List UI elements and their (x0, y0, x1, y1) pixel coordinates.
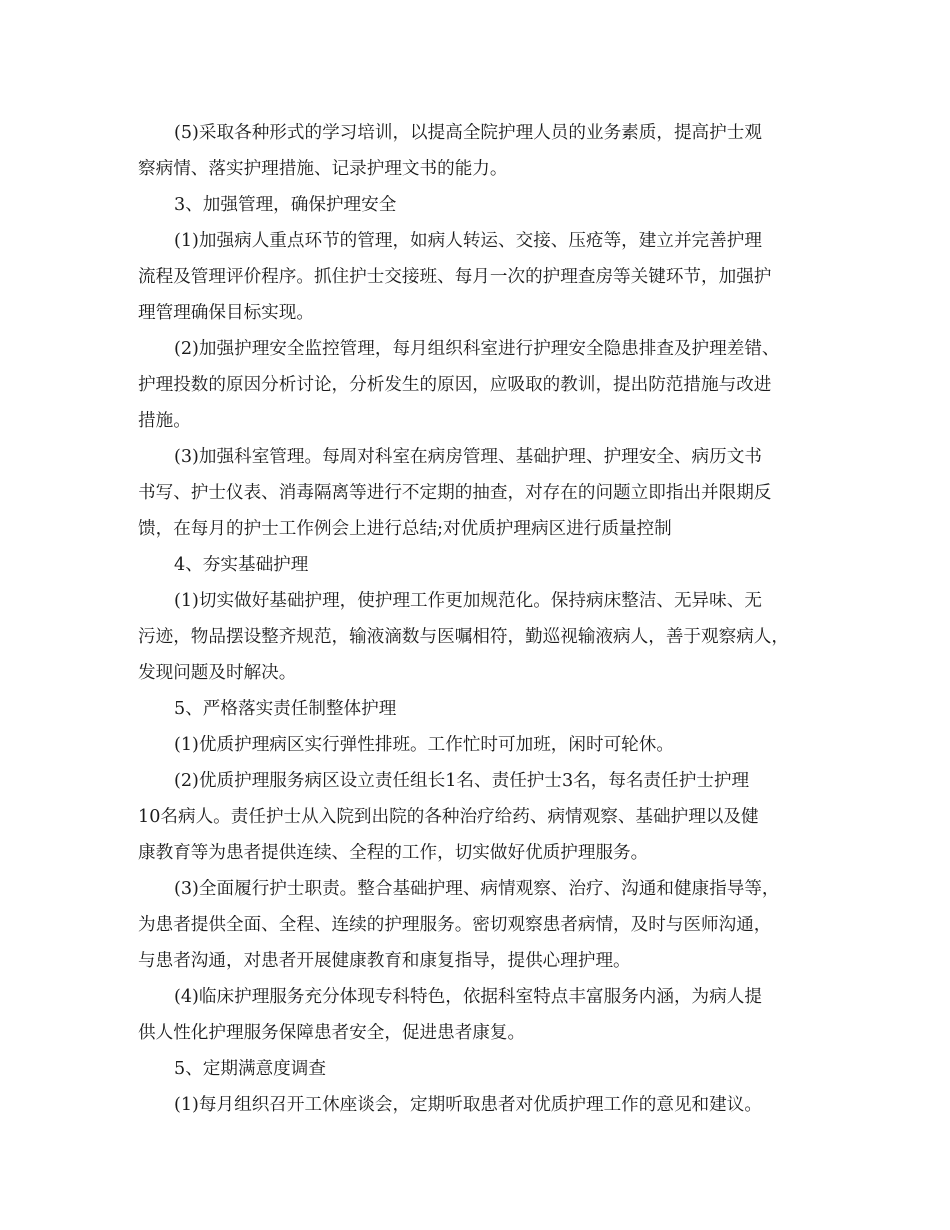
text-line: (3)加强科室管理。每周对科室在病房管理、基础护理、护理安全、病历文书 (174, 447, 762, 467)
text-line: 康教育等为患者提供连续、全程的工作，切实做好优质护理服务。 (138, 843, 649, 863)
text-line: 发现问题及时解决。 (138, 663, 297, 683)
text-line: (4)临床护理服务充分体现专科特色，依据科室特点丰富服务内涵，为病人提 (174, 987, 762, 1007)
text-line: 措施。 (138, 411, 191, 431)
text-line: (1)优质护理病区实行弹性排班。工作忙时可加班，闲时可轮休。 (174, 735, 674, 755)
paragraph (138, 547, 818, 583)
text-line: 察病情、落实护理措施、记录护理文书的能力。 (138, 159, 508, 179)
text-line: (5)采取各种形式的学习培训，以提高全院护理人员的业务素质，提高护士观 (174, 123, 762, 143)
text-line: 流程及管理评价程序。抓住护士交接班、每月一次的护理查房等关键环节，加强护 (138, 267, 772, 287)
paragraph (138, 691, 818, 727)
text-line: 10名病人。责任护士从入院到出院的各种治疗给药、病情观察、基础护理以及健 (138, 807, 759, 827)
text-line: 5、严格落实责任制整体护理 (174, 699, 397, 719)
text-line: 护理投数的原因分析讨论，分析发生的原因，应吸取的教训，提出防范措施与改进 (138, 375, 772, 395)
paragraph (138, 871, 818, 979)
paragraph (138, 1087, 818, 1123)
text-line: (1)切实做好基础护理，使护理工作更加规范化。保持病床整洁、无异味、无 (174, 591, 762, 611)
text-line: 馈，在每月的护士工作例会上进行总结;对优质护理病区进行质量控制 (138, 519, 672, 539)
document-body (138, 115, 818, 1123)
paragraph (138, 583, 818, 691)
paragraph (138, 331, 818, 439)
paragraph (138, 763, 818, 871)
paragraph (138, 979, 818, 1051)
text-line: 为患者提供全面、全程、连续的护理服务。密切观察患者病情，及时与医师沟通， (138, 915, 772, 935)
paragraph (138, 439, 818, 547)
paragraph (138, 187, 818, 223)
text-line: 3、加强管理，确保护理安全 (174, 195, 397, 215)
text-line: (3)全面履行护士职责。整合基础护理、病情观察、治疗、沟通和健康指导等， (174, 879, 780, 899)
text-line: (2)优质护理服务病区设立责任组长1名、责任护士3名，每名责任护士护理 (174, 771, 750, 791)
text-line: 与患者沟通，对患者开展健康教育和康复指导，提供心理护理。 (138, 951, 631, 971)
text-line: 4、夯实基础护理 (174, 555, 309, 575)
text-line: 5、定期满意度调查 (174, 1059, 326, 1079)
text-line: 书写、护士仪表、消毒隔离等进行不定期的抽查，对存在的问题立即指出并限期反 (138, 483, 772, 503)
paragraph (138, 1051, 818, 1087)
text-line: (2)加强护理安全监控管理，每月组织科室进行护理安全隐患排查及护理差错、 (174, 339, 780, 359)
text-line: 理管理确保目标实现。 (138, 303, 314, 323)
paragraph (138, 223, 818, 331)
text-line: (1)每月组织召开工休座谈会，定期听取患者对优质护理工作的意见和建议。 (174, 1095, 762, 1115)
paragraph (138, 115, 818, 187)
text-line: 污迹，物品摆设整齐规范，输液滴数与医嘱相符，勤巡视输液病人，善于观察病人， (138, 627, 789, 647)
text-line: 供人性化护理服务保障患者安全，促进患者康复。 (138, 1023, 526, 1043)
text-line: (1)加强病人重点环节的管理，如病人转运、交接、压疮等，建立并完善护理 (174, 231, 762, 251)
paragraph (138, 727, 818, 763)
